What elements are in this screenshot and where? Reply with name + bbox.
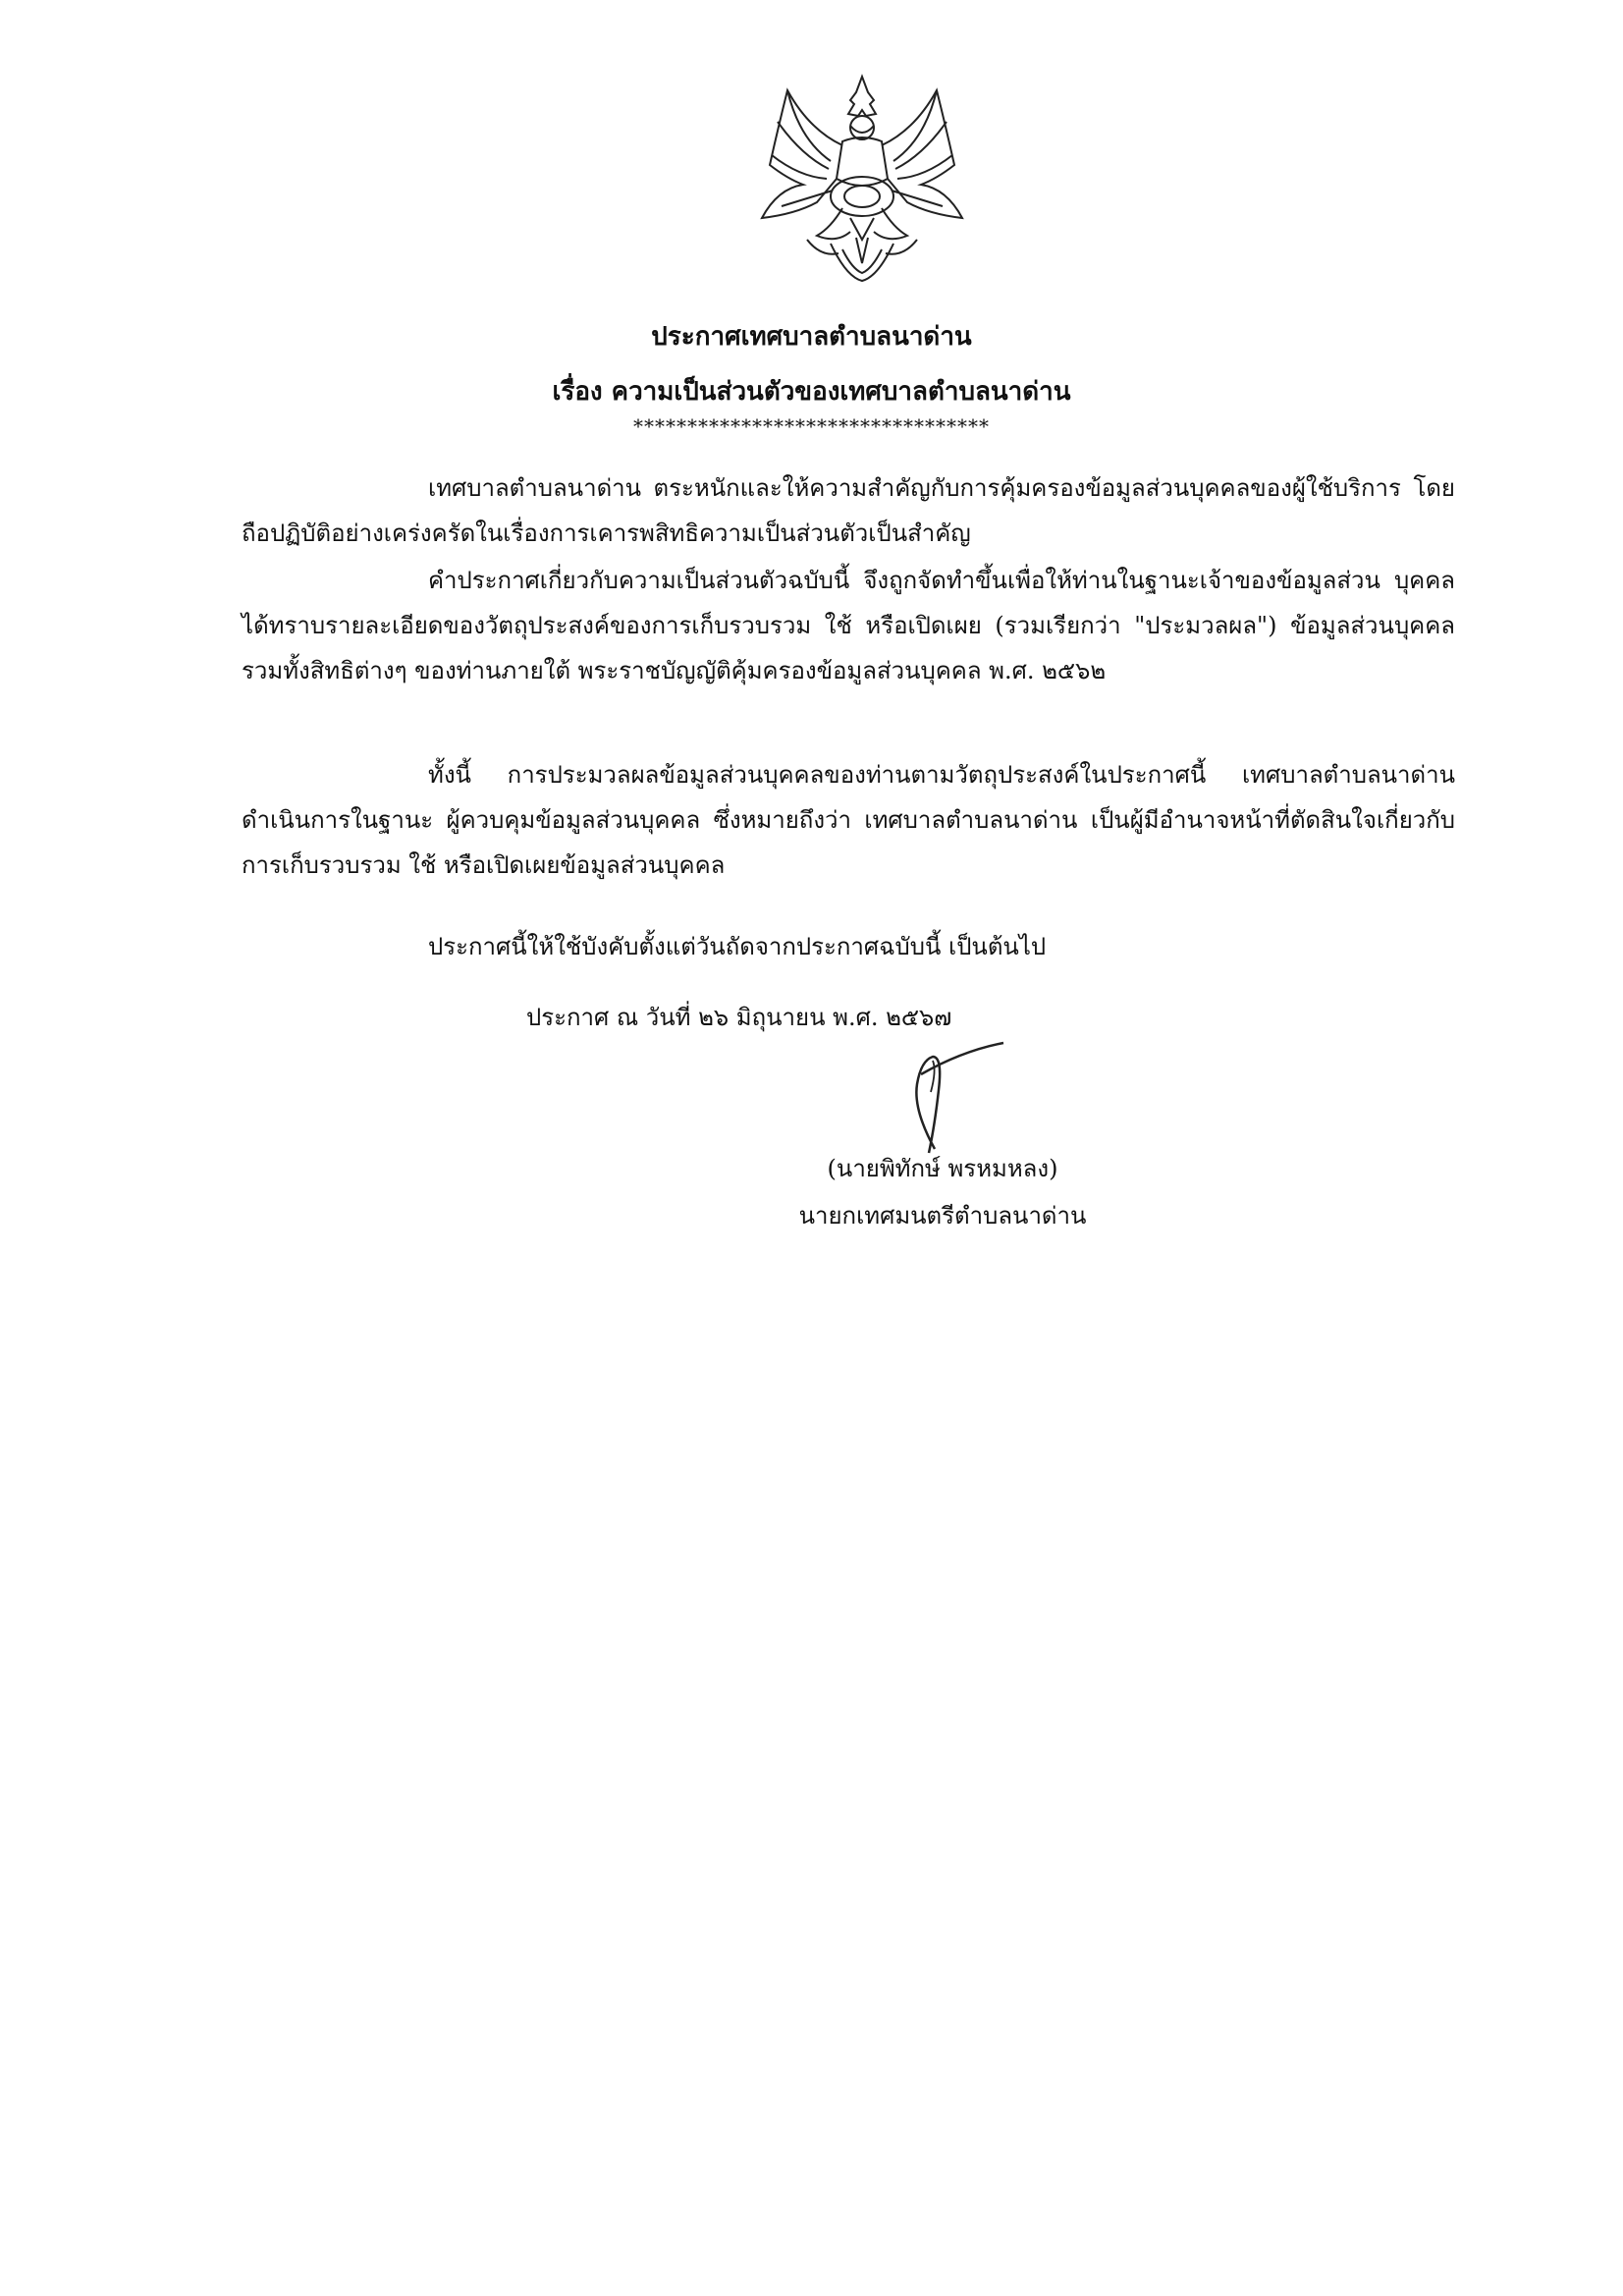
body-paragraph-1: เทศบาลตำบลนาด่าน ตระหนักและให้ความสำคัญกับการคุ้มครองข้อมูลส่วนบุคคลของผู้ใช้บริการ โดยถือปฏิบัติอย่างเคร่งครัดในเรื่องการเคารพสิทธิความเป็นส่วนตัวเป็นสำคัญ [242,474,1455,547]
body-paragraph-2: คำประกาศเกี่ยวกับความเป็นส่วนตัวฉบับนี้ จึงถูกจัดทำขึ้นเพื่อให้ท่านในฐานะเจ้าของข้อมูลส่วน บุคคลได้ทราบรายละเอียดของวัตถุประสงค์ของการเก็บรวบรวม ใช้ หรือเปิดเผย (รวมเรียกว่า "ประมวลผล") ข้อมูลส่วนบุคคล รวมทั้งสิทธิต่างๆ ของท่านภายใต้ พระราชบัญญัติคุ้มครองข้อมูลส่วนบุคคล พ.ศ. ๒๕๖๒ [242,567,1455,684]
signature-image [874,1031,1011,1159]
signer-name: (นายพิทักษ์ พรหมหลง) [827,1155,1058,1182]
separator-line: ********************************* [633,414,990,438]
garuda-emblem-icon [748,71,976,289]
body-paragraph-3: ทั้งนี้ การประมวลผลข้อมูลส่วนบุคคลของท่านตามวัตถุประสงค์ในประกาศนี้ เทศบาลตำบลนาด่าน ดำเนินการในฐานะ ผู้ควบคุมข้อมูลส่วนบุคคล ซึ่งหมายถึงว่า เทศบาลตำบลนาด่าน เป็นผู้มีอำนาจหน้าที่ตัดสินใจเกี่ยวกับการเก็บรวบรวม ใช้ หรือเปิดเผยข้อมูลส่วนบุคคล [242,761,1455,879]
announced-date: ประกาศ ณ วันที่ ๒๖ มิถุนายน พ.ศ. ๒๕๖๗ [526,1004,952,1031]
signer-position: นายกเทศมนตรีตำบลนาด่าน [798,1202,1087,1230]
announcement-subject: เรื่อง ความเป็นส่วนตัวของเทศบาลตำบลนาด่าน [552,377,1071,407]
announcement-title: ประกาศเทศบาลตำบลนาด่าน [651,322,972,352]
effective-clause: ประกาศนี้ให้ใช้บังคับตั้งแต่วันถัดจากประกาศฉบับนี้ เป็นต้นไป [428,933,1047,960]
